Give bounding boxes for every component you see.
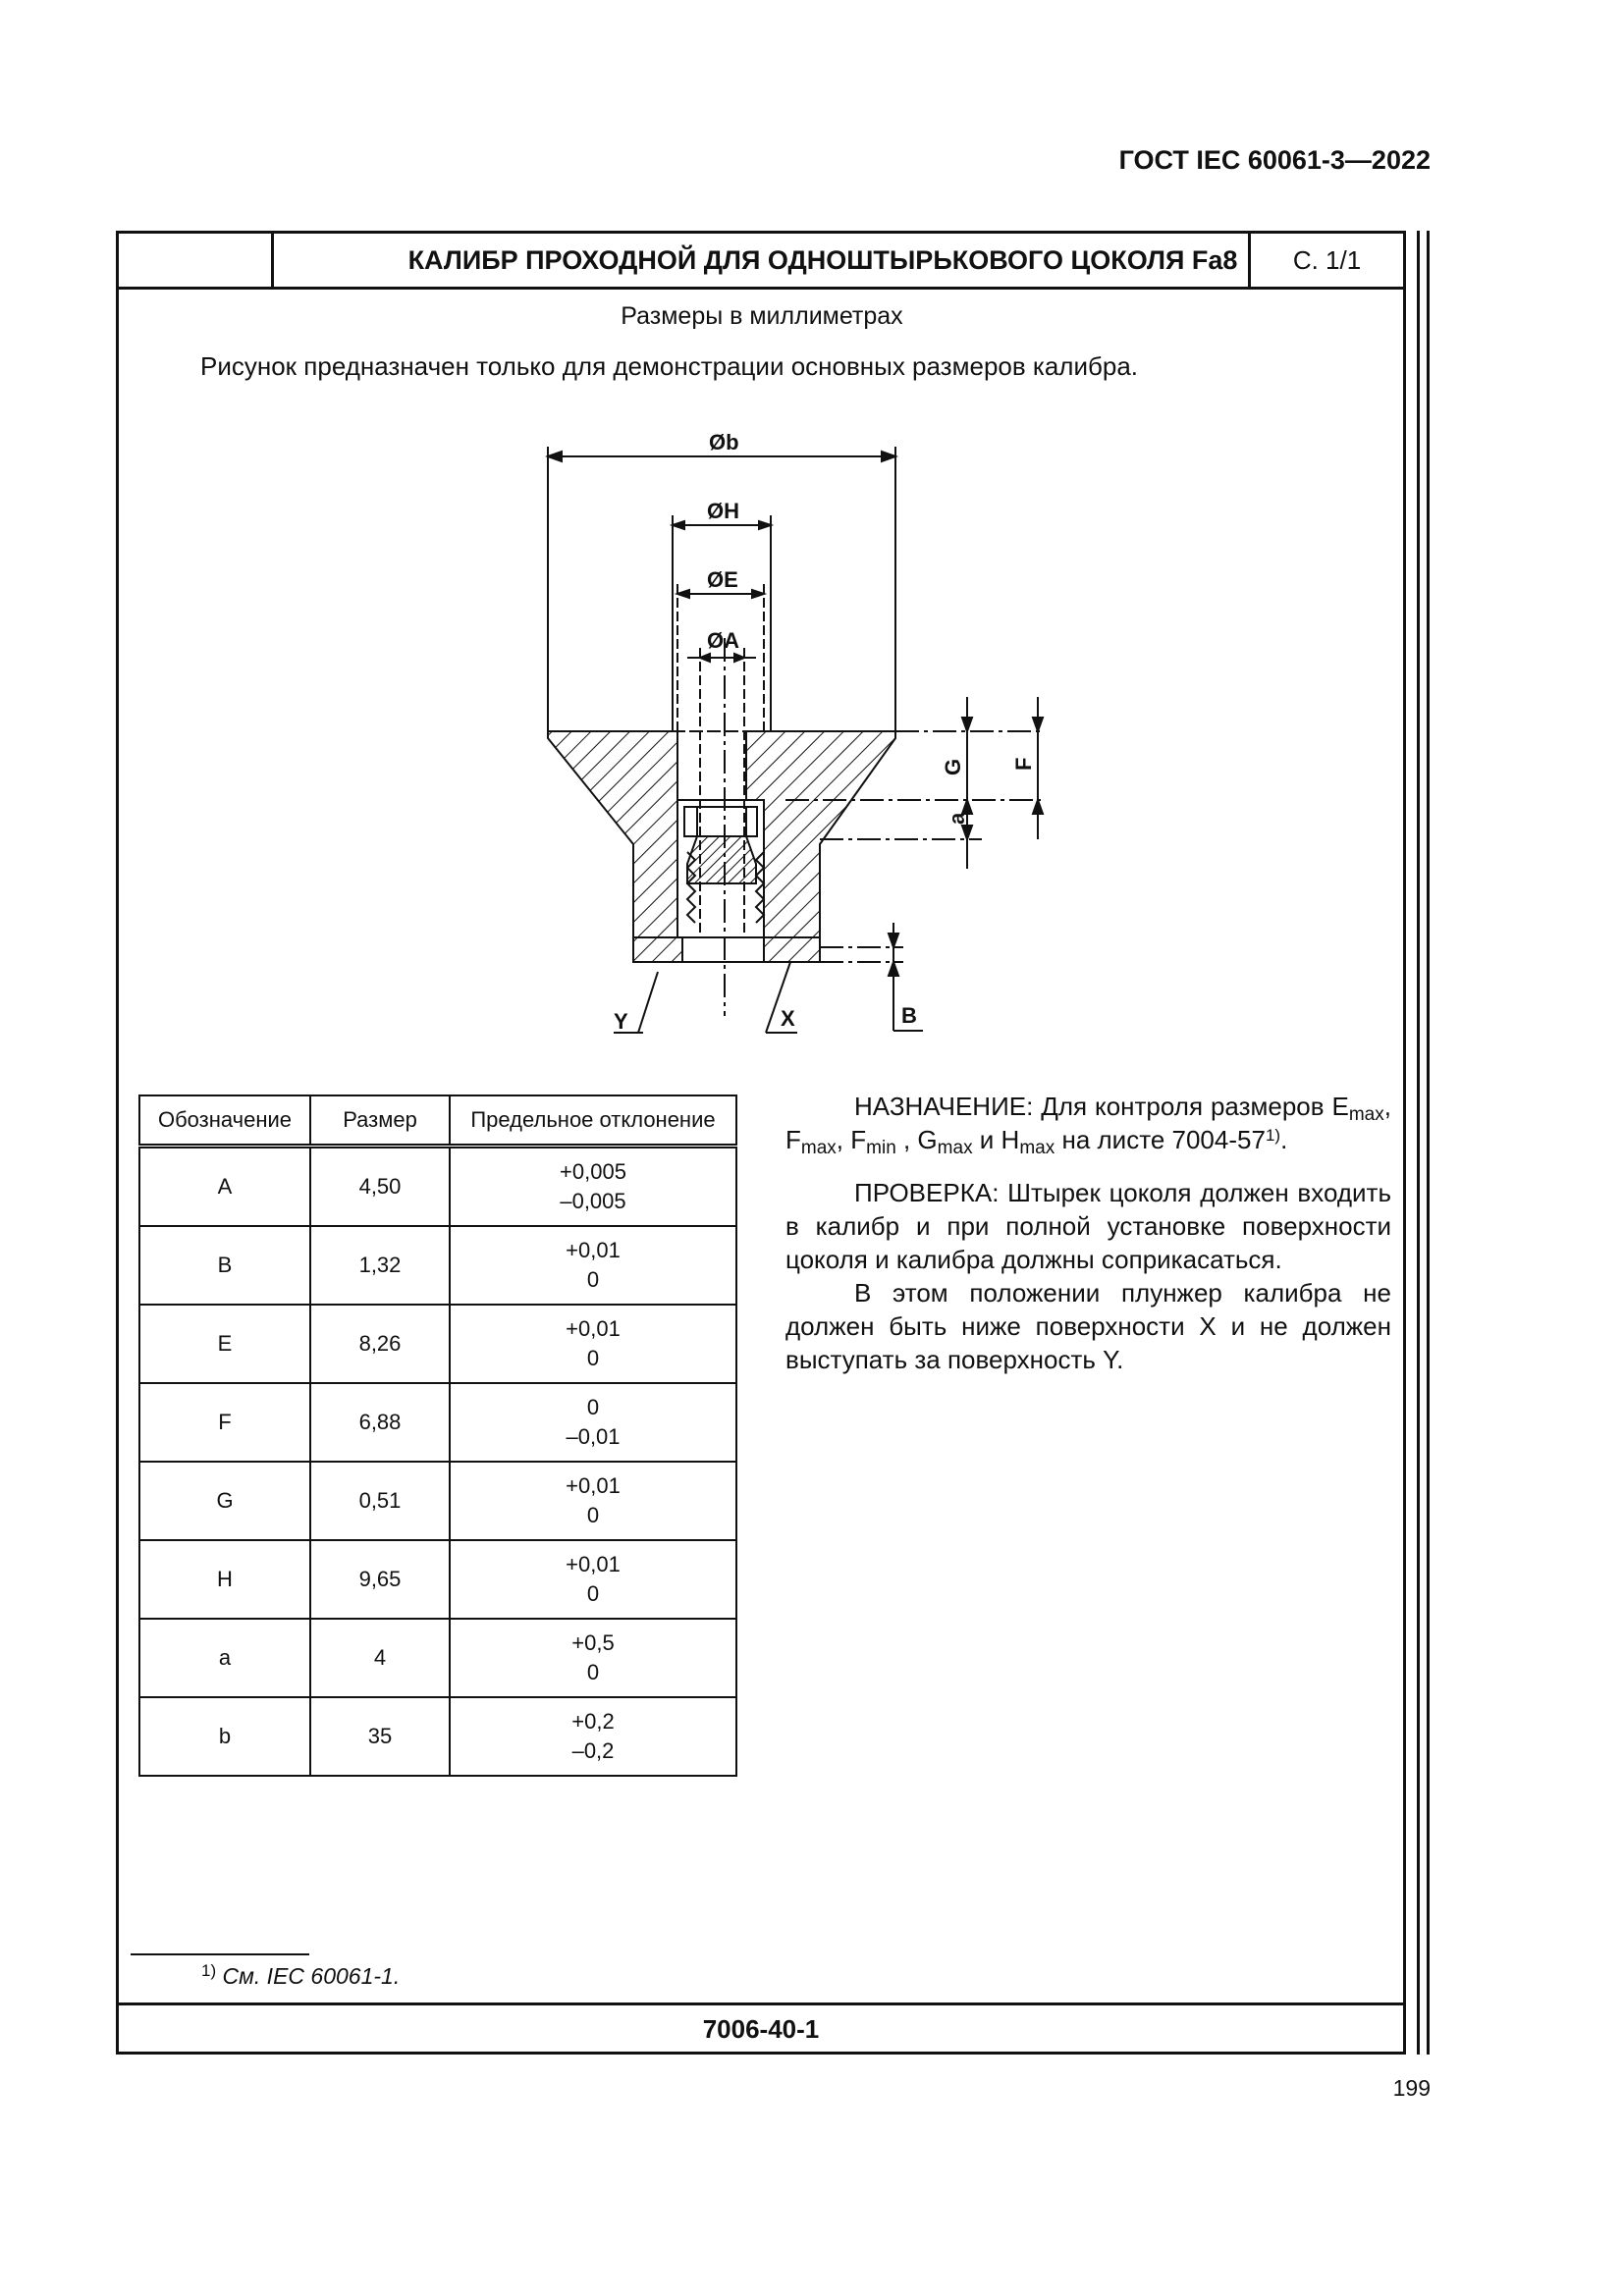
cell-size: 4,50	[310, 1147, 450, 1227]
table-row	[139, 1540, 736, 1619]
document-header: ГОСТ IEC 60061-3—2022	[1118, 145, 1431, 175]
cell-size: 1,32	[310, 1226, 450, 1305]
position-paragraph: В этом положении плунжер калибра не должен быть ниже поверхности X и не должен выступать за поверхность Y.	[785, 1278, 1391, 1374]
label-G: G	[941, 758, 965, 775]
cell-size: 35	[310, 1697, 450, 1776]
check-paragraph: ПРОВЕРКА: Штырек цоколя должен входить в калибр и при полной установке поверхности цоколя и калибра должны соприкасаться.	[785, 1178, 1391, 1274]
sheet-title: КАЛИБР ПРОХОДНОЙ ДЛЯ ОДНОШТЫРЬКОВОГО ЦОКОЛЯ Fa8	[407, 245, 1238, 275]
cell-tolerance: 0 –0,01	[450, 1383, 736, 1462]
cell-tolerance: +0,5 0	[450, 1619, 736, 1697]
footer-divider	[116, 2002, 1406, 2005]
label-a: a	[945, 812, 969, 825]
cell-symbol: A	[139, 1147, 310, 1227]
header-size: Размер	[310, 1095, 450, 1147]
cell-tolerance: +0,01 0	[450, 1540, 736, 1619]
table-header-row	[139, 1095, 736, 1147]
table-row	[139, 1697, 736, 1776]
cell-size: 8,26	[310, 1305, 450, 1383]
label-F: F	[1011, 757, 1036, 771]
label-b: Øb	[709, 430, 739, 454]
frame-margin-line	[1427, 231, 1430, 2055]
label-A: ØA	[707, 628, 739, 653]
cell-symbol: H	[139, 1540, 310, 1619]
cell-symbol: F	[139, 1383, 310, 1462]
cell-tolerance: +0,01 0	[450, 1226, 736, 1305]
table-row	[139, 1305, 736, 1383]
sheet-number: С. 1/1	[1248, 234, 1403, 287]
purpose-paragraph: НАЗНАЧЕНИЕ: Для контроля размеров $E_{max}$, $F_{max}$, $F_{min}$ , $G_{max}$ и $H_{max}$ на листе 7004-57$^{1)}$.	[785, 1092, 1391, 1158]
cell-symbol: B	[139, 1226, 310, 1305]
page-number: 199	[1392, 2075, 1431, 2101]
cell-size: 9,65	[310, 1540, 450, 1619]
frame-margin-line	[1417, 231, 1420, 2055]
cell-tolerance: +0,2 –0,2	[450, 1697, 736, 1776]
purpose-text	[785, 1090, 1391, 1376]
cell-size: 4	[310, 1619, 450, 1697]
dimensions-table	[138, 1095, 737, 1777]
drawing-note: Рисунок предназначен только для демонстрации основных размеров калибра.	[200, 351, 1139, 381]
table-row	[139, 1147, 736, 1227]
label-E: ØE	[707, 567, 738, 592]
cell-tolerance: +0,01 0	[450, 1305, 736, 1383]
table-row	[139, 1226, 736, 1305]
sheet-code: 7006-40-1	[702, 2014, 820, 2044]
cell-size: 0,51	[310, 1462, 450, 1540]
footnote-rule	[131, 1953, 309, 1955]
table-row	[139, 1462, 736, 1540]
table-row	[139, 1619, 736, 1697]
header-symbol: Обозначение	[139, 1095, 310, 1147]
footnote: $^{1)}$ См. IEC 60061-1.	[201, 1961, 401, 1989]
cell-tolerance: +0,01 0	[450, 1462, 736, 1540]
header-tolerance: Предельное отклонение	[450, 1095, 736, 1147]
label-Y: Y	[614, 1009, 628, 1034]
label-X: X	[781, 1006, 795, 1031]
cell-symbol: E	[139, 1305, 310, 1383]
label-B: B	[901, 1003, 917, 1028]
cell-size: 6,88	[310, 1383, 450, 1462]
units-note: Размеры в миллиметрах	[621, 302, 903, 330]
cell-tolerance: +0,005 –0,005	[450, 1147, 736, 1227]
title-row	[119, 234, 1403, 290]
table-row	[139, 1383, 736, 1462]
gauge-drawing	[511, 412, 1060, 1050]
cell-symbol: G	[139, 1462, 310, 1540]
cell-symbol: b	[139, 1697, 310, 1776]
title-left-cell	[119, 234, 274, 287]
label-H: ØH	[707, 499, 739, 523]
cell-symbol: a	[139, 1619, 310, 1697]
